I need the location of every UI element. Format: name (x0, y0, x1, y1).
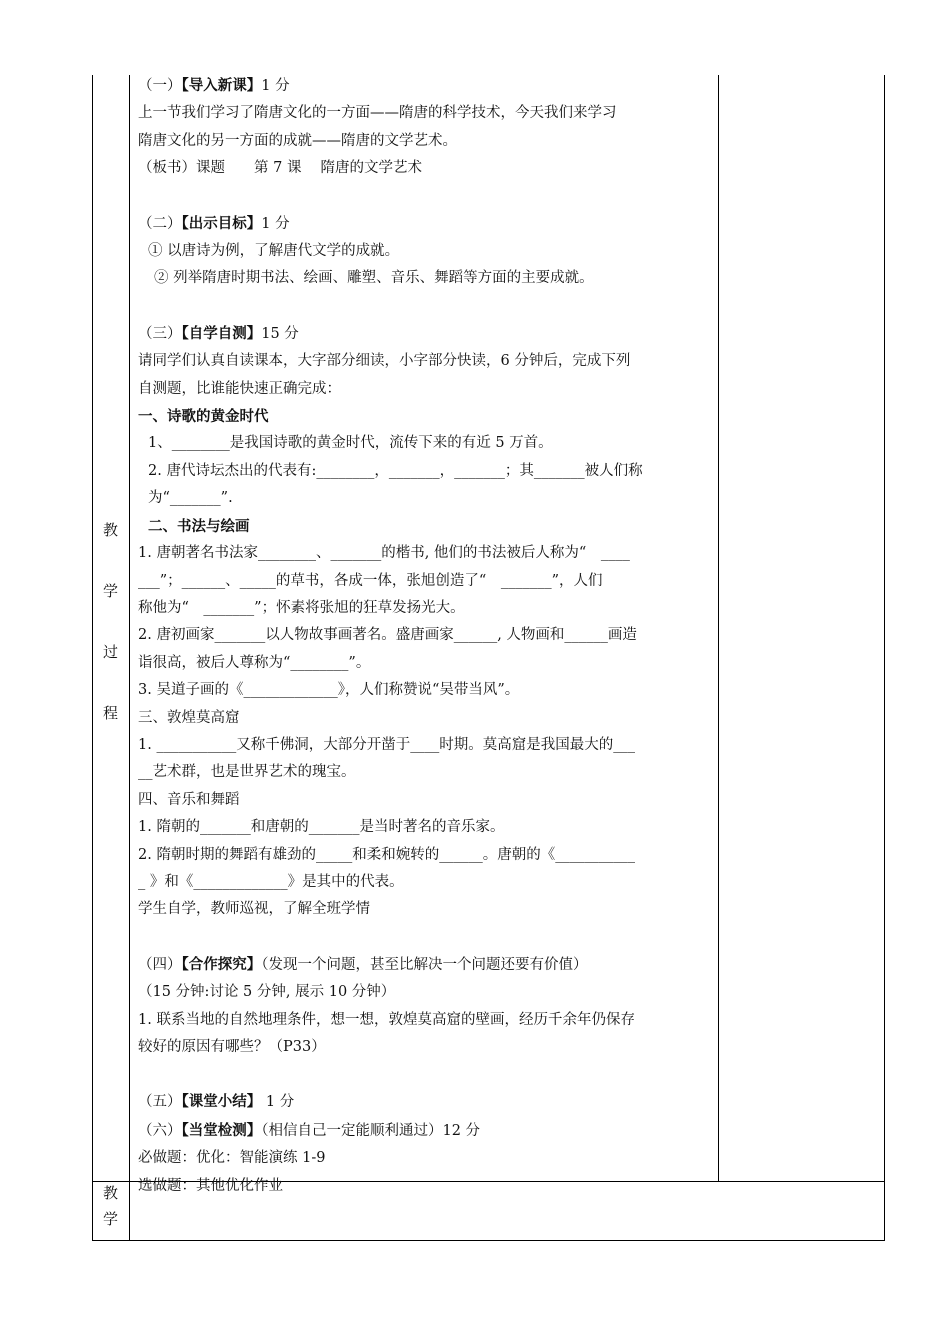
question-music-1: 1. 隋朝的_______和唐朝的_______是当时著名的音乐家。 (138, 819, 505, 836)
optional-homework: 选做题：其他优化作业 (138, 1177, 283, 1194)
side-label-bottom-2: 学 (102, 1210, 118, 1228)
section-cooperation-heading: （四）【合作探究】（发现一个问题，甚至比解决一个问题还要有价值） (138, 955, 588, 973)
section-summary-heading: （五）【课堂小结】 1 分 (138, 1093, 295, 1111)
question-calligraphy-1-end: 称他为“ _______”；怀素将张旭的狂草发扬光大。 (138, 599, 465, 616)
question-painting-3: 3. 吴道子画的《_____________》，人们称赞说“吴带当风”。 (138, 682, 520, 699)
section-test-heading: （六）【当堂检测】（相信自己一定能顺利通过）12 分 (138, 1121, 481, 1139)
section-goals-heading: （二）【出示目标】1 分 (138, 214, 290, 232)
topic-calligraphy-heading: 二、书法与绘画 (148, 517, 250, 535)
question-painting-2: 2. 唐初画家_______以人物故事画著名。盛唐画家______, 人物画和______画造 (138, 627, 637, 644)
blackboard-title: （板书）课题 第 7 课 隋唐的文学艺术 (138, 160, 423, 177)
side-label-process-3: 过 (102, 643, 118, 661)
cooperation-question-1-cont: 较好的原因有哪些？（P33） (138, 1039, 326, 1055)
cooperation-question-1: 1. 联系当地的自然地理条件，想一想，敦煌莫高窟的壁画，经历千余年仍保存 (138, 1011, 635, 1028)
question-calligraphy-1: 1. 唐朝著名书法家________、_______的楷书, 他们的书法被后人称为“ ____ (138, 545, 630, 562)
selfstudy-instructions-1: 请同学们认真自读课本，大字部分细读，小字部分快读，6 分钟后，完成下列 (138, 353, 631, 370)
section-intro-heading: （一）【导入新课】1 分 (138, 77, 290, 94)
topic-poetry-heading: 一、诗歌的黄金时代 (138, 408, 269, 426)
question-poetry-2-cont: 为“_______”. (148, 490, 233, 507)
goal-1: ① 以唐诗为例，了解唐代文学的成就。 (148, 243, 400, 260)
table-divider-notes (718, 75, 719, 1181)
intro-text-2: 隋唐文化的另一方面的成就——隋唐的文学艺术。 (138, 132, 457, 149)
lesson-process-content (138, 72, 718, 1200)
question-calligraphy-1-cont: ___”；______、_____的草书，各成一体，张旭创造了“ _______”，人们 (138, 572, 603, 589)
selfstudy-note: 学生自学，教师巡视，了解全班学情 (138, 901, 370, 918)
selfstudy-instructions-2: 自测题，比谁能快速正确完成： (138, 380, 341, 397)
required-homework: 必做题：优化：智能演练 1-9 (138, 1150, 326, 1167)
side-label-bottom-1: 教 (102, 1184, 118, 1202)
side-label-process-1: 教 (102, 521, 118, 539)
question-dunhuang-1: 1. ___________又称千佛洞，大部分开凿于____时期。莫高窟是我国最大的___ (138, 736, 635, 753)
section-selfstudy-heading: （三）【自学自测】15 分 (138, 324, 299, 342)
topic-dunhuang-heading: 三、敦煌莫高窟 (138, 709, 240, 726)
side-label-process-4: 程 (102, 704, 118, 722)
topic-music-heading: 四、音乐和舞蹈 (138, 791, 240, 808)
table-border-right (884, 75, 885, 1241)
cooperation-timing: （15 分钟:讨论 5 分钟, 展示 10 分钟） (138, 984, 396, 1001)
question-poetry-2: 2. 唐代诗坛杰出的代表有:________，_______，_______；其_______被人们称 (148, 462, 643, 479)
side-label-process-2: 学 (102, 582, 118, 600)
intro-text-1: 上一节我们学习了隋唐文化的一方面——隋唐的科学技术，今天我们来学习 (138, 105, 617, 122)
question-dance-2-cont: _ 》和《_____________》是其中的代表。 (138, 873, 404, 890)
question-painting-2-cont: 诣很高，被后人尊称为“________”。 (138, 654, 371, 671)
question-poetry-1: 1、________是我国诗歌的黄金时代，流传下来的有近 5 万首。 (148, 435, 553, 452)
table-border-bottom (92, 1240, 885, 1241)
goal-2: ② 列举隋唐时期书法、绘画、雕塑、音乐、舞蹈等方面的主要成就。 (154, 270, 594, 287)
table-divider-label (129, 75, 130, 1241)
question-dance-2: 2. 隋朝时期的舞蹈有雄劲的_____和柔和婉转的______。唐朝的《___________ (138, 846, 635, 863)
question-dunhuang-1-cont: __艺术群，也是世界艺术的瑰宝。 (138, 764, 356, 781)
